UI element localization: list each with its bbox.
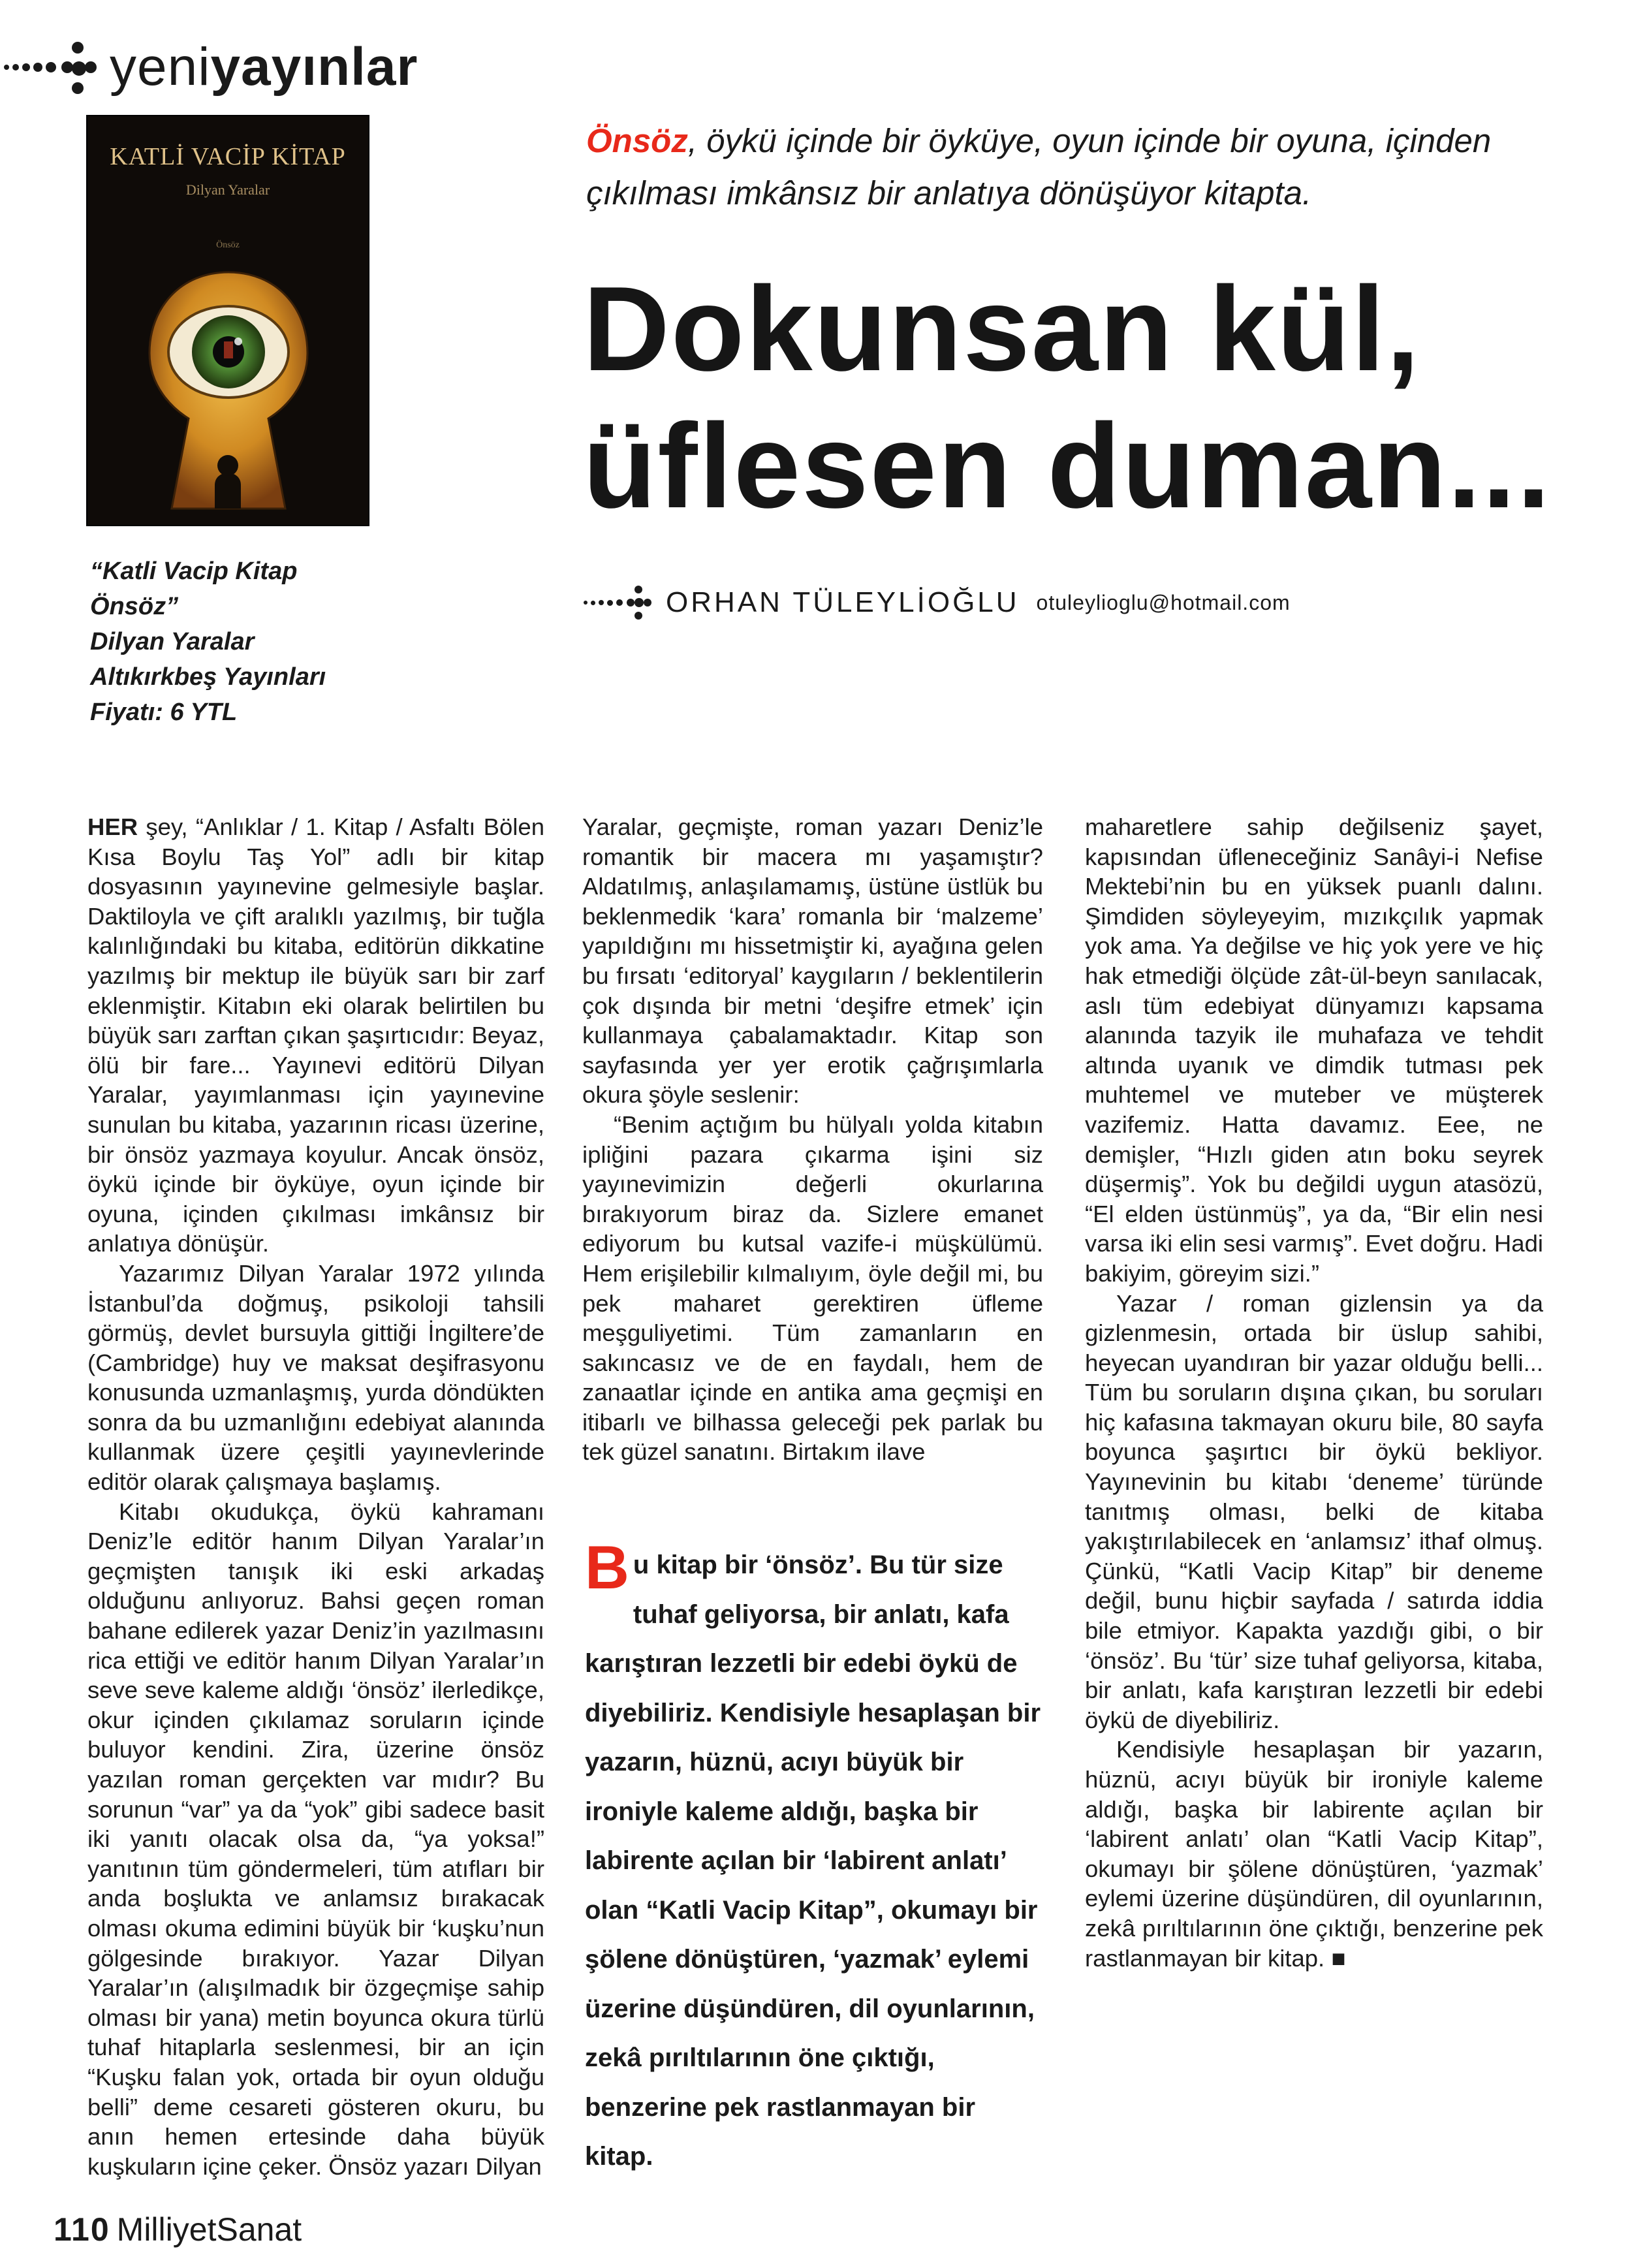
book-info-price: Fiyatı: 6 YTL xyxy=(90,699,238,726)
pull-quote-text: u kitap bir ‘önsöz’. Bu tür size tuhaf geliyorsa, bir anlatı, kafa karıştıran lezzetli bir edebi öykü de diyebiliriz. Kendisiyle hesaplaşan bir yazarın, hüznü, acıyı büyük bir ironiyle kaleme aldığı, başka bir labirente açılan bir ‘labirent anlatı’ olan “Katli Vacip Kitap”, okumayı bir şölene dönüştüren, ‘yazmak’ eylemi üzerine düşündüren, dil oyunlarının, zekâ pırıltılarının öne çıktığı, benzerine pek rastlanmayan bir kitap. xyxy=(585,1551,1041,2171)
book-info-author: Dilyan Yaralar xyxy=(90,628,255,655)
section-title xyxy=(110,37,418,97)
byline-dots-icon xyxy=(584,599,623,606)
book-info-title: “Katli Vacip Kitap xyxy=(90,558,298,585)
lead-word: HER xyxy=(87,813,138,840)
byline-email: otuleylioglu@hotmail.com xyxy=(1036,590,1291,614)
book-info-publisher: Altıkırkbeş Yayınları xyxy=(90,663,326,691)
byline-cluster-icon xyxy=(625,583,651,622)
article-paragraph: Yazar / roman gizlensin ya da gizlenmesin, ortada bir üslup sahibi, heyecan uyandıran bir yazar olduğu belli... Tüm bu soruların dışına çıkan, bu soruları hiç kafasına takmayan okuru bile, 80 sayfa boyunca şaşırtıcı bir öykü bekliyor. Yayınevinin bu kitabı ‘deneme’ türünde tanıtmış olması, belki de kitaba yakıştırılabilecek en ‘anlamsız’ ithaf olmuş. Çünkü, “Katli Vacip Kitap” bir deneme değil, bunu hiçbir sayfada / satırda iddia bile etmiyor. Kapakta yazdığı gibi, o bir ‘önsöz’. Bu ‘tür’ size tuhaf geliyorsa, kitaba, bir anlatı, kafa karıştıran lezzetli bir edebi öykü de diyebiliriz. xyxy=(1085,1289,1543,1733)
article-paragraph: “Benim açtığım bu hülyalı yolda kitabın ipliğini pazara çıkarma işini siz yayınevimizin değerli okurlarına bırakıyorum biraz da. Sizlere emanet ediyorum bu kutsal vazife-i müşkülümü. Hem erişilebilir kılmalıyım, öyle değil mi, bu pek maharet gerektiren üfleme meşguliyetimi. Tüm zamanların en sakıncasız ve de en faydalı, hem de zanaatlar içinde en antika ama geçmişi en itibarlı ve bilhassa geleceği pek parlak bu tek güzel sanatını. Birtakım ilave xyxy=(582,1110,1043,1466)
book-cover-image xyxy=(87,116,368,525)
cover-label: Önsöz xyxy=(216,240,240,250)
article-deck xyxy=(586,115,1552,219)
article-column-3 xyxy=(1085,812,1543,1973)
headline-line-1: Dokunsan kül, xyxy=(583,261,1421,396)
article-paragraph: HER şey, “Anlıklar / 1. Kitap / Asfaltı Bölen Kısa Boylu Taş Yol” adlı bir kitap dosyasının yayınevine gelmesiyle başlar. Daktiloyla ve çift aralıklı yazılmış, bir tuğla kalınlığındaki bu kitaba, editörün dikkatine yazılmış bir mektup ile büyük sarı bir zarf eklenmiştir. Kitabın eki olarak belirtilen bu büyük sarı zarftan çıkan şaşırtıcıdır: Beyaz, ölü bir fare... Yayınevi editörü Dilyan Yaralar, yayımlanması için yayınevine sunulan bu kitaba, yazarının ricası üzerine, bir önsöz yazmaya koyulur. Ancak önsöz, öykü içinde bir öyküye, oyun içinde bir oyuna, içinden çıkılması imkânsız bir anlatıya dönüşür. xyxy=(87,813,544,1257)
article-column-2 xyxy=(582,812,1043,1467)
article-paragraph: Yazarımız Dilyan Yaralar 1972 yılında İstanbul’da doğmuş, psikoloji tahsili görmüş, devlet bursuyla gittiği İngiltere’de (Cambridge) huy ve maksat deşifrasyonu konusunda uzmanlaşmış, yurda döndükten sonra da bu uzmanlığını edebiyat alanında kullanmak üzere çeşitli yayınevlerinde editör olarak çalışmaya başlamış. xyxy=(87,1259,544,1496)
headline-line-2: üflesen duman... xyxy=(583,398,1552,533)
article-headline xyxy=(583,260,1601,534)
article-paragraph: Yaralar, geçmişte, roman yazarı Deniz’le romantik bir macera mı yaşamıştır? Aldatılmış, anlaşılamamış, üstüne üstlük bu beklenmedik ‘kara’ romanla bir ‘malzeme’ yapıldığını mı hissetmiştir ki, ayağına gelen bu fırsatı ‘editoryal’ kaygıların / beklentilerin çok dışında bir metni ‘deşifre etmek’ için kullanmaya çabalamaktadır. Kitap son sayfasında yer yer erotik çağrışımlarla okura şöyle seslenir: xyxy=(582,813,1043,1109)
pull-quote xyxy=(585,1533,1046,2182)
page-number: 110 xyxy=(54,2211,110,2248)
deck-accent: Önsöz xyxy=(586,122,688,159)
section-header xyxy=(0,25,418,110)
pull-quote-dropcap: B xyxy=(585,1533,629,1601)
byline xyxy=(580,580,1291,625)
keyhole-eye-illustration xyxy=(143,270,314,511)
magazine-brand-part2: Sanat xyxy=(216,2211,302,2248)
book-info-subtitle: Önsöz” xyxy=(90,593,179,620)
cluster-dots-icon xyxy=(59,38,98,97)
magazine-brand-part1: Milliyet xyxy=(116,2211,217,2248)
article-paragraph: Kitabı okudukça, öykü kahramanı Deniz’le editör hanım Dilyan Yaralar’ın geçmişten tanışık iki eski arkadaş olduğunu anlıyoruz. Bahsi geçen roman bahane edilerek yazar Deniz’in yazılmasını rica ettiği ve editör hanım Dilyan Yaralar’ın seve seve kaleme aldığı ‘önsöz’ ilerledikçe, okur içinden çıkılamaz soruların içinde buluyor kendini. Zira, üzerine önsöz yazılan roman gerçekten var mıdır? Bu sorunun “var” ya da “yok” gibi sadece basit iki yanıtı olacak olsa da, “ya yoksa!” yanıtının tüm göndermeleri, tüm atıfları bir anda boşlukta ve anlamsız bırakacak olması okuma edimini büyük bir ‘kuşku’nun gölgesinde bırakıyor. Yazar Dilyan Yaralar’ın (alışılmadık bir özgeçmişe sahip olması bir yana) metin boyunca okura türlü tuhaf hitaplarla seslenmesi, bir an için “Kuşku falan yok, ortada bir oyun olduğu belli” deme cesareti gösteren okuru, bu anın hemen ertesinde daha büyük kuşkuların içine çeker. Önsöz yazarı Dilyan xyxy=(87,1498,544,2180)
section-title-bold: yayınlar xyxy=(210,37,418,97)
cover-title: KATLİ VACİP KİTAP xyxy=(110,143,346,170)
deck-text: , öykü içinde bir öyküye, oyun içinde bir oyuna, içinden çıkılması imkânsız bir anlatıya dönüşüyor kitapta. xyxy=(586,122,1492,212)
page-footer xyxy=(54,2211,302,2248)
article-paragraph: maharetlere sahip değilseniz şayet, kapısından üfleneceğiniz Sanâyi-i Nefise Mektebi’nin bu en yüksek puanlı dalını. Şimdiden söyleyeyim, mızıkçılık yapmak yok ama. Ya değilse ve hiç yok yere ve hiç hak etmediği ölçüde zât-ül-beyn sanılacak, aslı tüm edebiyat dünyamızı kapsama alanında tazyik ile muhafaza ve tehdit altında uyanık ve dimdik tutması pek muhtemel ve muteber ve müşterek vazifemiz. Hatta davamız. Eee, ne demişler, “Hızlı giden atın boku seyrek düşermiş”. Yok bu değildi uygun atasözü, “El elden üstünmüş”, ya da, “Bir elin nesi varsa iki elin sesi varmış”. Evet doğru. Hadi bakiyim, göreyim sizi.” xyxy=(1085,813,1543,1287)
bullet-dots-icon xyxy=(4,62,56,72)
byline-author: ORHAN TÜLEYLİOĞLU xyxy=(666,586,1020,618)
article-paragraph: Kendisiyle hesaplaşan bir yazarın, hüznü, acıyı büyük bir ironiyle kaleme aldığı, başka bir labirente açılan bir ‘labirent anlatı’ olan “Katli Vacip Kitap”, okumayı bir şölene dönüştüren, ‘yazmak’ eylemi üzerine düşündüren, dil oyunlarının, zekâ pırıltılarının öne çıktığı, benzerine pek rastlanmayan bir kitap. ■ xyxy=(1085,1736,1543,1972)
article-column-1 xyxy=(87,812,544,2181)
book-info xyxy=(90,554,326,730)
cover-author: Dilyan Yaralar xyxy=(185,181,270,198)
section-title-light: yeni xyxy=(110,37,211,97)
